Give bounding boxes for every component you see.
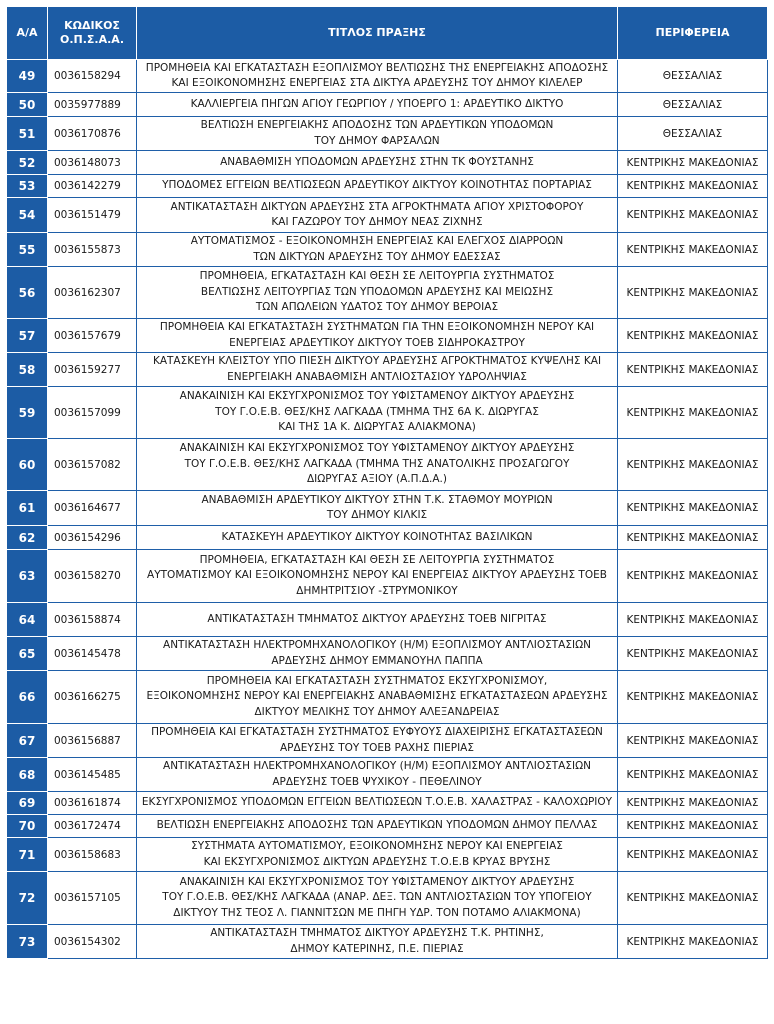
- row-region: ΚΕΝΤΡΙΚΗΣ ΜΑΚΕΔΟΝΙΑΣ: [618, 925, 768, 959]
- row-region: ΚΕΝΤΡΙΚΗΣ ΜΑΚΕΔΟΝΙΑΣ: [618, 175, 768, 198]
- table-body: [7, 60, 768, 959]
- table-row: [7, 439, 768, 491]
- row-number: 71: [7, 838, 48, 872]
- table-row: [7, 491, 768, 526]
- row-title: [137, 815, 618, 838]
- row-title-line: ΚΑΙ ΕΞΟΙΚΟΝΟΜΗΣΗΣ ΕΝΕΡΓΕΙΑΣ ΣΤΑ ΔΙΚΤΥΑ ΑΡΔΕΥΣΗΣ ΤΟΥ ΔΗΜΟΥ ΚΙΛΕΛΕΡ: [171, 77, 583, 89]
- row-title-line: ΕΝΕΡΓΕΙΑΣ ΑΡΔΕΥΤΙΚΟΥ ΔΙΚΤΥΟΥ ΤΟΕΒ ΣΙΔΗΡΟΚΑΣΤΡΟΥ: [229, 336, 525, 349]
- row-number: 54: [7, 198, 48, 233]
- row-number: 49: [7, 60, 48, 93]
- row-number: 64: [7, 603, 48, 637]
- row-title-line: ΚΑΤΑΣΚΕΥΗ ΚΛΕΙΣΤΟΥ ΥΠΟ ΠΙΕΣΗ ΔΙΚΤΥΟΥ ΑΡΔΕΥΣΗΣ ΑΓΡΟΚΤΗΜΑΤΟΣ ΚΥΨΕΛΗΣ ΚΑΙ: [152, 355, 602, 367]
- table-row: [7, 267, 768, 319]
- header-region: ΠΕΡΙΦΕΡΕΙΑ: [618, 7, 768, 60]
- row-title-line: ΑΡΔΕΥΣΗΣ ΤΟΕΒ ΨΥΧΙΚΟΥ - ΠΕΘΕΛΙΝΟΥ: [272, 775, 482, 788]
- table-row: [7, 387, 768, 439]
- row-region: ΘΕΣΣΑΛΙΑΣ: [618, 60, 768, 93]
- row-title-line: ΔΙΚΤΥΟΥ ΜΕΛΙΚΗΣ ΤΟΥ ΔΗΜΟΥ ΑΛΕΞΑΝΔΡΕΙΑΣ: [254, 705, 500, 718]
- row-region: ΚΕΝΤΡΙΚΗΣ ΜΑΚΕΔΟΝΙΑΣ: [618, 758, 768, 792]
- row-code: 0036158683: [48, 838, 137, 872]
- row-code: 0035977889: [48, 93, 137, 117]
- row-region: ΚΕΝΤΡΙΚΗΣ ΜΑΚΕΔΟΝΙΑΣ: [618, 792, 768, 815]
- row-title-line: ΚΑΛΛΙΕΡΓΕΙΑ ΠΗΓΩΝ ΑΓΙΟΥ ΓΕΩΡΓΙΟΥ / ΥΠΟΕΡΓΟ 1: ΑΡΔΕΥΤΙΚΟ ΔΙΚΤΥΟ: [190, 97, 564, 110]
- row-title: [137, 526, 618, 550]
- row-code: 0036159277: [48, 353, 137, 387]
- row-code: 0036166275: [48, 671, 137, 724]
- row-code: 0036157082: [48, 439, 137, 491]
- table-row: [7, 838, 768, 872]
- row-region: ΚΕΝΤΡΙΚΗΣ ΜΑΚΕΔΟΝΙΑΣ: [618, 267, 768, 319]
- row-title-line: ΤΟΥ ΔΗΜΟΥ ΚΙΛΚΙΣ: [326, 509, 428, 521]
- row-number: 57: [7, 319, 48, 353]
- row-title-line: ΑΝΤΙΚΑΤΑΣΤΑΣΗ ΗΛΕΚΤΡΟΜΗΧΑΝΟΛΟΓΙΚΟΥ (Η/Μ) ΕΞΟΠΛΙΣΜΟΥ ΑΝΤΛΙΟΣΤΑΣΙΩΝ: [163, 760, 591, 772]
- row-title: [137, 439, 618, 491]
- table-row: [7, 151, 768, 175]
- row-title-line: ΤΟΥ Γ.Ο.Ε.Β. ΘΕΣ/ΚΗΣ ΛΑΓΚΑΔΑ (ΤΜΗΜΑ ΤΗΣ 6Α Κ. ΔΙΩΡΥΓΑΣ: [215, 405, 539, 418]
- row-title: [137, 724, 618, 758]
- row-title-line: ΤΟΥ ΔΗΜΟΥ ΦΑΡΣΑΛΩΝ: [314, 134, 440, 147]
- row-title-line: ΠΡΟΜΗΘΕΙΑ ΚΑΙ ΕΓΚΑΤΑΣΤΑΣΗ ΕΞΟΠΛΙΣΜΟΥ ΒΕΛΤΙΩΣΗΣ ΤΗΣ ΕΝΕΡΓΕΙΑΚΗΣ ΑΠΟΔΟΣΗΣ: [145, 61, 609, 74]
- row-title-line: ΤΟΥ Γ.Ο.Ε.Β. ΘΕΣ/ΚΗΣ ΛΑΓΚΑΔΑ (ΤΜΗΜΑ ΤΗΣ ΑΝΑΤΟΛΙΚΗΣ ΠΡΟΣΑΓΩΓΟΥ: [184, 457, 570, 470]
- projects-table: [6, 6, 768, 959]
- row-title-line: ΠΡΟΜΗΘΕΙΑ ΚΑΙ ΕΓΚΑΤΑΣΤΑΣΗ ΣΥΣΤΗΜΑΤΟΣ ΕΚΣΥΓΧΡΟΝΙΣΜΟΥ,: [206, 674, 548, 687]
- row-number: 68: [7, 758, 48, 792]
- header-code-line1: ΚΩΔΙΚΟΣ: [64, 19, 120, 32]
- header-num: Α/Α: [7, 7, 48, 60]
- row-code: 0036157105: [48, 872, 137, 925]
- row-title-line: ΔΗΜΟΥ ΚΑΤΕΡΙΝΗΣ, Π.Ε. ΠΙΕΡΙΑΣ: [290, 942, 464, 955]
- row-title-line: ΑΝΤΙΚΑΤΑΣΤΑΣΗ ΗΛΕΚΤΡΟΜΗΧΑΝΟΛΟΓΙΚΟΥ (Η/Μ) ΕΞΟΠΛΙΣΜΟΥ ΑΝΤΛΙΟΣΤΑΣΙΩΝ: [163, 639, 591, 651]
- table-row: [7, 758, 768, 792]
- row-number: 72: [7, 872, 48, 925]
- table-row: [7, 353, 768, 387]
- row-code: 0036170876: [48, 117, 137, 151]
- row-code: 0036145478: [48, 637, 137, 671]
- row-region: ΚΕΝΤΡΙΚΗΣ ΜΑΚΕΔΟΝΙΑΣ: [618, 439, 768, 491]
- row-title-line: ΑΝΤΙΚΑΤΑΣΤΑΣΗ ΤΜΗΜΑΤΟΣ ΔΙΚΤΥΟΥ ΑΡΔΕΥΣΗΣ Τ.Κ. ΡΗΤΙΝΗΣ,: [210, 927, 544, 939]
- table-row: [7, 925, 768, 959]
- table-row: [7, 792, 768, 815]
- table-row: [7, 198, 768, 233]
- row-number: 73: [7, 925, 48, 959]
- row-number: 59: [7, 387, 48, 439]
- row-title-line: ΤΩΝ ΔΙΚΤΥΩΝ ΑΡΔΕΥΣΗΣ ΤΟΥ ΔΗΜΟΥ ΕΔΕΣΣΑΣ: [253, 250, 501, 263]
- row-title-line: ΑΝΑΚΑΙΝΙΣΗ ΚΑΙ ΕΚΣΥΓΧΡΟΝΙΣΜΟΣ ΤΟΥ ΥΦΙΣΤΑΜΕΝΟΥ ΔΙΚΤΥΟΥ ΑΡΔΕΥΣΗΣ: [179, 875, 575, 888]
- row-title-line: ΔΙΚΤΥΟΥ ΤΗΣ ΤΕΟΣ Λ. ΓΙΑΝΝΙΤΣΩΝ ΜΕ ΠΗΓΗ ΥΔΡ. ΤΟΝ ΠΟΤΑΜΟ ΑΛΙΑΚΜΟΝΑ): [173, 906, 581, 919]
- row-region: ΚΕΝΤΡΙΚΗΣ ΜΑΚΕΔΟΝΙΑΣ: [618, 526, 768, 550]
- table-row: [7, 815, 768, 838]
- row-title: [137, 671, 618, 724]
- row-title-line: ΚΑΤΑΣΚΕΥΗ ΑΡΔΕΥΤΙΚΟΥ ΔΙΚΤΥΟΥ ΚΟΙΝΟΤΗΤΑΣ ΒΑΣΙΛΙΚΩΝ: [221, 530, 533, 543]
- table-row: [7, 872, 768, 925]
- table-row: [7, 175, 768, 198]
- row-number: 65: [7, 637, 48, 671]
- row-region: ΚΕΝΤΡΙΚΗΣ ΜΑΚΕΔΟΝΙΑΣ: [618, 603, 768, 637]
- row-title-line: ΠΡΟΜΗΘΕΙΑ, ΕΓΚΑΤΑΣΤΑΣΗ ΚΑΙ ΘΕΣΗ ΣΕ ΛΕΙΤΟΥΡΓΙΑ ΣΥΣΤΗΜΑΤΟΣ: [199, 270, 555, 283]
- row-number: 51: [7, 117, 48, 151]
- row-title-line: ΕΚΣΥΓΧΡΟΝΙΣΜΟΣ ΥΠΟΔΟΜΩΝ ΕΓΓΕΙΩΝ ΒΕΛΤΙΩΣΕΩΝ Τ.Ο.Ε.Β. ΧΑΛΑΣΤΡΑΣ - ΚΑΛΟΧΩΡΙΟΥ: [141, 796, 613, 809]
- row-code: 0036145485: [48, 758, 137, 792]
- row-code: 0036154302: [48, 925, 137, 959]
- row-number: 55: [7, 233, 48, 267]
- row-number: 53: [7, 175, 48, 198]
- row-title: [137, 93, 618, 117]
- table-row: [7, 637, 768, 671]
- row-title-line: ΣΥΣΤΗΜΑΤΑ ΑΥΤΟΜΑΤΙΣΜΟΥ, ΕΞΟΙΚΟΝΟΜΗΣΗΣ ΝΕΡΟΥ ΚΑΙ ΕΝΕΡΓΕΙΑΣ: [191, 840, 563, 852]
- row-code: 0036156887: [48, 724, 137, 758]
- row-title: [137, 925, 618, 959]
- row-title-line: ΑΝΑΒΑΘΜΙΣΗ ΥΠΟΔΟΜΩΝ ΑΡΔΕΥΣΗΣ ΣΤΗΝ ΤΚ ΦΟΥΣΤΑΝΗΣ: [220, 155, 534, 168]
- row-number: 52: [7, 151, 48, 175]
- row-title-line: ΑΝΑΚΑΙΝΙΣΗ ΚΑΙ ΕΚΣΥΓΧΡΟΝΙΣΜΟΣ ΤΟΥ ΥΦΙΣΤΑΜΕΝΟΥ ΔΙΚΤΥΟΥ ΑΡΔΕΥΣΗΣ: [179, 442, 575, 455]
- row-title-line: ΠΡΟΜΗΘΕΙΑ, ΕΓΚΑΤΑΣΤΑΣΗ ΚΑΙ ΘΕΣΗ ΣΕ ΛΕΙΤΟΥΡΓΙΑ ΣΥΣΤΗΜΑΤΟΣ: [199, 553, 555, 566]
- row-title-line: ΔΗΜΗΤΡΙΤΣΙΟΥ -ΣΤΡΥΜΟΝΙΚΟΥ: [296, 584, 458, 597]
- row-number: 69: [7, 792, 48, 815]
- row-number: 63: [7, 550, 48, 603]
- row-number: 58: [7, 353, 48, 387]
- header-code-line2: Ο.Π.Σ.Α.Α.: [60, 33, 124, 46]
- row-title-line: ΠΡΟΜΗΘΕΙΑ ΚΑΙ ΕΓΚΑΤΑΣΤΑΣΗ ΣΥΣΤΗΜΑΤΩΝ ΓΙΑ ΤΗΝ ΕΞΟΙΚΟΝΟΜΗΣΗ ΝΕΡΟΥ ΚΑΙ: [159, 321, 595, 333]
- row-region: ΚΕΝΤΡΙΚΗΣ ΜΑΚΕΔΟΝΙΑΣ: [618, 353, 768, 387]
- row-title: [137, 233, 618, 267]
- row-title: [137, 838, 618, 872]
- row-title-line: ΑΡΔΕΥΣΗΣ ΔΗΜΟΥ ΕΜΜΑΝΟΥΗΛ ΠΑΠΠΑ: [271, 654, 483, 667]
- table-row: [7, 93, 768, 117]
- row-region: ΚΕΝΤΡΙΚΗΣ ΜΑΚΕΔΟΝΙΑΣ: [618, 319, 768, 353]
- projects-table-container: [6, 6, 767, 959]
- row-title-line: ΒΕΛΤΙΩΣΗ ΕΝΕΡΓΕΙΑΚΗΣ ΑΠΟΔΟΣΗΣ ΤΩΝ ΑΡΔΕΥΤΙΚΩΝ ΥΠΟΔΟΜΩΝ: [200, 119, 554, 131]
- row-number: 66: [7, 671, 48, 724]
- row-title-line: ΕΞΟΙΚΟΝΟΜΗΣΗΣ ΝΕΡΟΥ ΚΑΙ ΕΝΕΡΓΕΙΑΚΗΣ ΑΝΑΒΑΘΜΙΣΗΣ ΕΓΚΑΤΑΣΤΑΣΕΩΝ ΑΡΔΕΥΣΗΣ: [146, 690, 608, 703]
- row-region: ΚΕΝΤΡΙΚΗΣ ΜΑΚΕΔΟΝΙΑΣ: [618, 872, 768, 925]
- table-row: [7, 603, 768, 637]
- row-title-line: ΔΙΩΡΥΓΑΣ ΑΞΙΟΥ (Α.Π.Δ.Α.): [307, 473, 447, 486]
- row-title-line: ΤΟΥ Γ.Ο.Ε.Β. ΘΕΣ/ΚΗΣ ΛΑΓΚΑΔΑ (ΑΝΑΡ. ΔΕΞ. ΤΩΝ ΑΝΤΛΙΟΣΤΑΣΙΩΝ ΤΟΥ ΥΠΟΓΕΙΟΥ: [162, 891, 592, 904]
- row-title: [137, 603, 618, 637]
- table-row: [7, 233, 768, 267]
- row-title-line: ΑΝΑΒΑΘΜΙΣΗ ΑΡΔΕΥΤΙΚΟΥ ΔΙΚΤΥΟΥ ΣΤΗΝ Τ.Κ. ΣΤΑΘΜΟΥ ΜΟΥΡΙΩΝ: [201, 493, 553, 506]
- row-title-line: ΚΑΙ ΕΚΣΥΓΧΡΟΝΙΣΜΟΣ ΔΙΚΤΥΩΝ ΑΡΔΕΥΣΗΣ Τ.Ο.Ε.Β ΚΡΥΑΣ ΒΡΥΣΗΣ: [203, 855, 551, 868]
- row-region: ΚΕΝΤΡΙΚΗΣ ΜΑΚΕΔΟΝΙΑΣ: [618, 491, 768, 526]
- row-title-line: ΠΡΟΜΗΘΕΙΑ ΚΑΙ ΕΓΚΑΤΑΣΤΑΣΗ ΣΥΣΤΗΜΑΤΟΣ ΕΥΦΥΟΥΣ ΔΙΑΧΕΙΡΙΣΗΣ ΕΓΚΑΤΑΣΤΑΣΕΩΝ: [151, 726, 603, 738]
- row-title-line: ΒΕΛΤΙΩΣΗ ΕΝΕΡΓΕΙΑΚΗΣ ΑΠΟΔΟΣΗΣ ΤΩΝ ΑΡΔΕΥΤΙΚΩΝ ΥΠΟΔΟΜΩΝ ΔΗΜΟΥ ΠΕΛΛΑΣ: [156, 819, 598, 832]
- row-region: ΘΕΣΣΑΛΙΑΣ: [618, 117, 768, 151]
- row-number: 60: [7, 439, 48, 491]
- row-region: ΚΕΝΤΡΙΚΗΣ ΜΑΚΕΔΟΝΙΑΣ: [618, 815, 768, 838]
- row-title-line: ΑΝΤΙΚΑΤΑΣΤΑΣΗ ΔΙΚΤΥΩΝ ΑΡΔΕΥΣΗΣ ΣΤΑ ΑΓΡΟΚΤΗΜΑΤΑ ΑΓΙΟΥ ΧΡΙΣΤΟΦΟΡΟΥ: [170, 200, 584, 213]
- row-title: [137, 387, 618, 439]
- header-code: [48, 7, 137, 60]
- table-row: [7, 550, 768, 603]
- row-number: 50: [7, 93, 48, 117]
- row-code: 0036164677: [48, 491, 137, 526]
- row-number: 67: [7, 724, 48, 758]
- row-title-line: ΑΥΤΟΜΑΤΙΣΜΟΥ ΚΑΙ ΕΞΟΙΚΟΝΟΜΗΣΗΣ ΝΕΡΟΥ ΚΑΙ ΕΝΕΡΓΕΙΑΣ ΔΙΚΤΥΟΥ ΑΡΔΕΥΣΗΣ ΤΟΕΒ: [147, 569, 607, 582]
- row-region: ΚΕΝΤΡΙΚΗΣ ΜΑΚΕΔΟΝΙΑΣ: [618, 671, 768, 724]
- row-title: [137, 319, 618, 353]
- row-title: [137, 491, 618, 526]
- row-title-line: ΑΝΤΙΚΑΤΑΣΤΑΣΗ ΤΜΗΜΑΤΟΣ ΔΙΚΤΥΟΥ ΑΡΔΕΥΣΗΣ ΤΟΕΒ ΝΙΓΡΙΤΑΣ: [207, 612, 547, 625]
- row-region: ΚΕΝΤΡΙΚΗΣ ΜΑΚΕΔΟΝΙΑΣ: [618, 637, 768, 671]
- row-region: ΘΕΣΣΑΛΙΑΣ: [618, 93, 768, 117]
- row-code: 0036157679: [48, 319, 137, 353]
- row-title: [137, 758, 618, 792]
- table-row: [7, 60, 768, 93]
- row-title-line: ΕΝΕΡΓΕΙΑΚΗ ΑΝΑΒΑΘΜΙΣΗ ΑΝΤΛΙΟΣΤΑΣΙΟΥ ΥΔΡΟΛΗΨΙΑΣ: [227, 370, 527, 383]
- row-title: [137, 550, 618, 603]
- header-title: ΤΙΤΛΟΣ ΠΡΑΞΗΣ: [137, 7, 618, 60]
- row-title: [137, 117, 618, 151]
- row-code: 0036161874: [48, 792, 137, 815]
- row-number: 70: [7, 815, 48, 838]
- row-region: ΚΕΝΤΡΙΚΗΣ ΜΑΚΕΔΟΝΙΑΣ: [618, 838, 768, 872]
- row-title-line: ΤΩΝ ΑΠΩΛΕΙΩΝ ΥΔΑΤΟΣ ΤΟΥ ΔΗΜΟΥ ΒΕΡΟΙΑΣ: [255, 301, 499, 314]
- row-code: 0036158294: [48, 60, 137, 93]
- row-number: 56: [7, 267, 48, 319]
- row-region: ΚΕΝΤΡΙΚΗΣ ΜΑΚΕΔΟΝΙΑΣ: [618, 550, 768, 603]
- row-title: [137, 637, 618, 671]
- row-title: [137, 872, 618, 925]
- table-row: [7, 319, 768, 353]
- row-code: 0036154296: [48, 526, 137, 550]
- row-code: 0036172474: [48, 815, 137, 838]
- row-code: 0036158874: [48, 603, 137, 637]
- row-number: 62: [7, 526, 48, 550]
- row-title: [137, 353, 618, 387]
- row-title: [137, 198, 618, 233]
- row-title-line: ΑΝΑΚΑΙΝΙΣΗ ΚΑΙ ΕΚΣΥΓΧΡΟΝΙΣΜΟΣ ΤΟΥ ΥΦΙΣΤΑΜΕΝΟΥ ΔΙΚΤΥΟΥ ΑΡΔΕΥΣΗΣ: [179, 390, 575, 403]
- row-title: [137, 792, 618, 815]
- row-title: [137, 267, 618, 319]
- row-region: ΚΕΝΤΡΙΚΗΣ ΜΑΚΕΔΟΝΙΑΣ: [618, 387, 768, 439]
- row-title-line: ΑΡΔΕΥΣΗΣ ΤΟΥ ΤΟΕΒ ΡΑΧΗΣ ΠΙΕΡΙΑΣ: [280, 741, 474, 754]
- row-code: 0036151479: [48, 198, 137, 233]
- row-code: 0036162307: [48, 267, 137, 319]
- row-code: 0036158270: [48, 550, 137, 603]
- row-region: ΚΕΝΤΡΙΚΗΣ ΜΑΚΕΔΟΝΙΑΣ: [618, 151, 768, 175]
- table-row: [7, 117, 768, 151]
- row-title-line: ΚΑΙ ΓΑΖΩΡΟΥ ΤΟΥ ΔΗΜΟΥ ΝΕΑΣ ΖΙΧΝΗΣ: [271, 216, 483, 228]
- row-code: 0036157099: [48, 387, 137, 439]
- row-code: 0036148073: [48, 151, 137, 175]
- table-row: [7, 526, 768, 550]
- row-title-line: ΚΑΙ ΤΗΣ 1Α Κ. ΔΙΩΡΥΓΑΣ ΑΛΙΑΚΜΟΝΑ): [278, 421, 476, 434]
- table-row: [7, 724, 768, 758]
- row-number: 61: [7, 491, 48, 526]
- row-title-line: ΑΥΤΟΜΑΤΙΣΜΟΣ - ΕΞΟΙΚΟΝΟΜΗΣΗ ΕΝΕΡΓΕΙΑΣ ΚΑΙ ΕΛΕΓΧΟΣ ΔΙΑΡΡΟΩΝ: [190, 235, 564, 247]
- row-region: ΚΕΝΤΡΙΚΗΣ ΜΑΚΕΔΟΝΙΑΣ: [618, 198, 768, 233]
- row-code: 0036155873: [48, 233, 137, 267]
- row-region: ΚΕΝΤΡΙΚΗΣ ΜΑΚΕΔΟΝΙΑΣ: [618, 724, 768, 758]
- row-title: [137, 60, 618, 93]
- table-row: [7, 671, 768, 724]
- table-header: [7, 7, 768, 60]
- row-title-line: ΥΠΟΔΟΜΕΣ ΕΓΓΕΙΩΝ ΒΕΛΤΙΩΣΕΩΝ ΑΡΔΕΥΤΙΚΟΥ ΔΙΚΤΥΟΥ ΚΟΙΝΟΤΗΤΑΣ ΠΟΡΤΑΡΙΑΣ: [162, 179, 592, 192]
- row-title-line: ΒΕΛΤΙΩΣΗΣ ΛΕΙΤΟΥΡΓΙΑΣ ΤΩΝ ΥΠΟΔΟΜΩΝ ΑΡΔΕΥΣΗΣ ΚΑΙ ΜΕΙΩΣΗΣ: [200, 285, 554, 298]
- row-title: [137, 175, 618, 198]
- row-region: ΚΕΝΤΡΙΚΗΣ ΜΑΚΕΔΟΝΙΑΣ: [618, 233, 768, 267]
- row-code: 0036142279: [48, 175, 137, 198]
- row-title: [137, 151, 618, 175]
